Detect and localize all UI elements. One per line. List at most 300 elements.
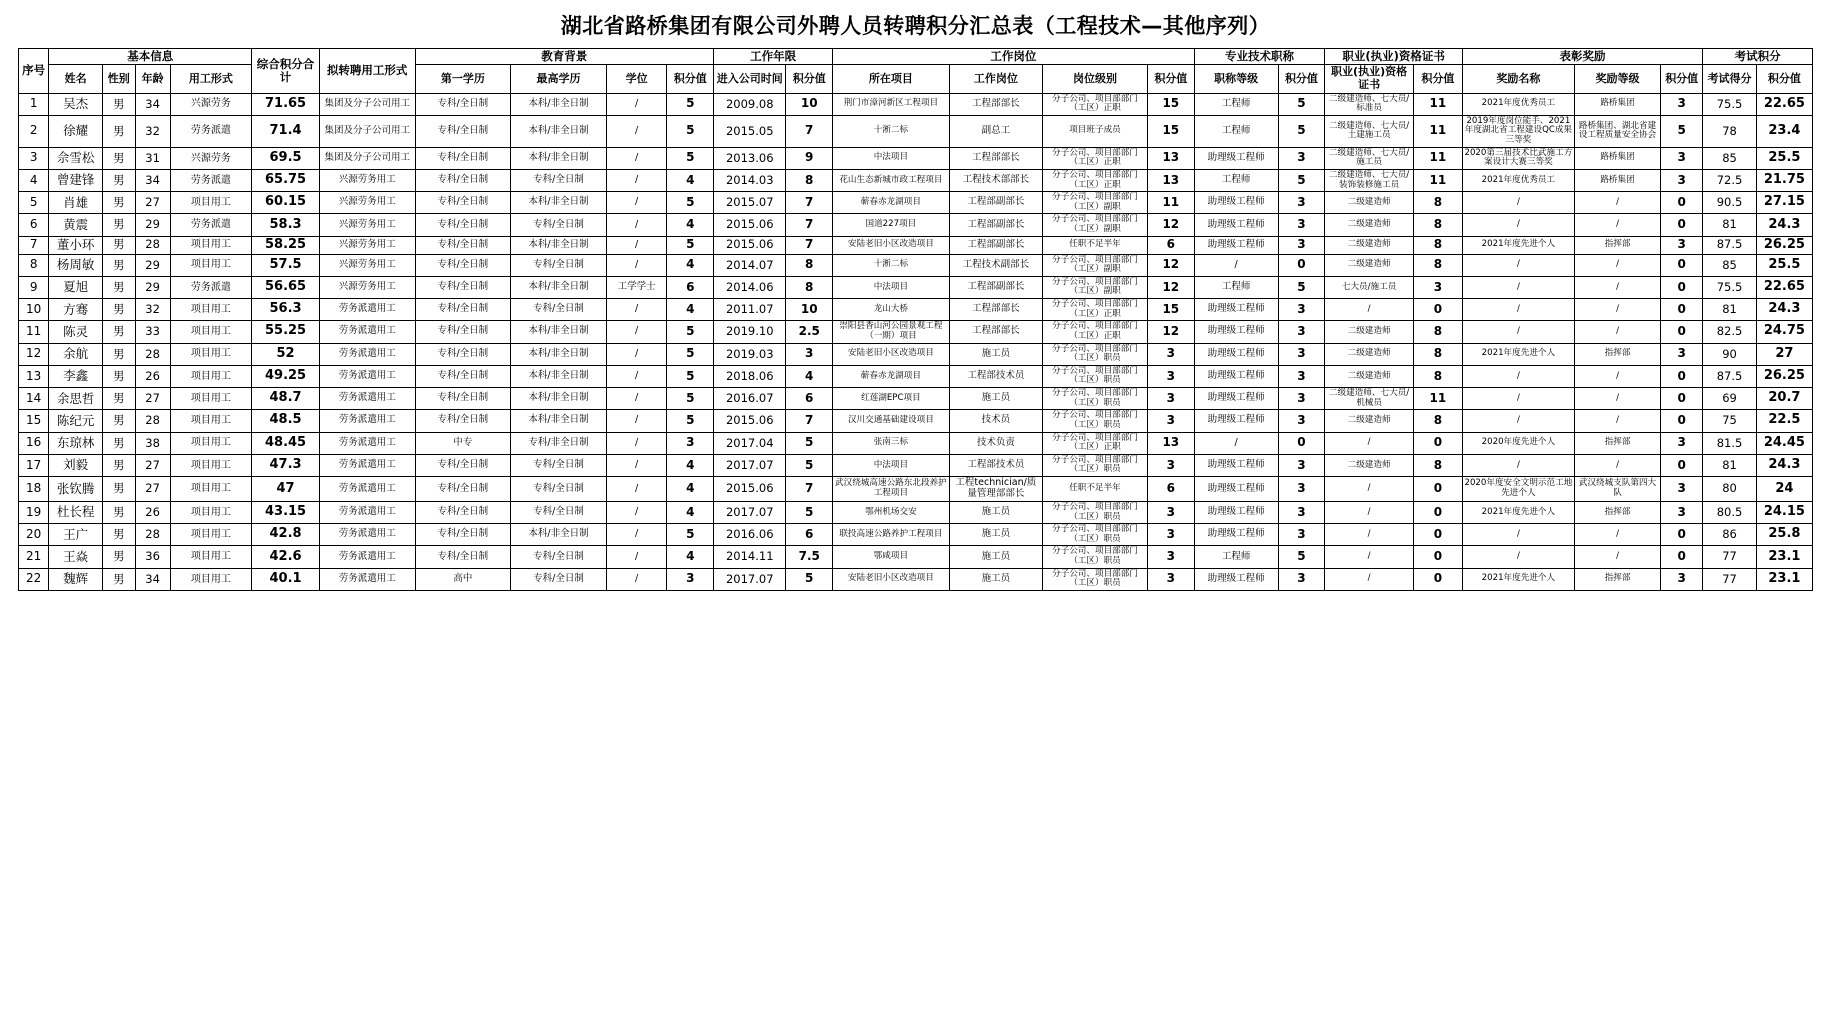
cell-title-level: 助理级工程师 — [1194, 365, 1278, 387]
cell-post: 工程部部长 — [949, 147, 1042, 169]
cell-degree: / — [606, 365, 667, 387]
cell-degree: / — [606, 524, 667, 546]
cell-award-points: 0 — [1661, 546, 1703, 568]
cell-title-level: / — [1194, 432, 1278, 454]
header-project: 所在项目 — [833, 65, 950, 93]
cell-year-points: 5 — [786, 454, 833, 476]
cell-degree: / — [606, 192, 667, 214]
cell-highest-degree: 专科/全日制 — [511, 169, 607, 191]
cell-exam-score: 77 — [1703, 546, 1757, 568]
cell-year-points: 8 — [786, 169, 833, 191]
table-body — [19, 93, 1813, 590]
table-row — [19, 276, 1813, 298]
cell-award-level: 武汉绕城支队第四大队 — [1574, 477, 1660, 502]
cell-title-level: 助理级工程师 — [1194, 568, 1278, 590]
cell-highest-degree: 本科/非全日制 — [511, 321, 607, 343]
cell-title-level: 助理级工程师 — [1194, 454, 1278, 476]
cell-gender: 男 — [102, 299, 135, 321]
cell-degree: / — [606, 169, 667, 191]
cell-post: 技术负责 — [949, 432, 1042, 454]
cell-cert-name: 二级建造师 — [1325, 192, 1414, 214]
cell-post: 工程技术副部长 — [949, 254, 1042, 276]
cell-year-points: 7.5 — [786, 546, 833, 568]
cell-employ-form: 项目用工 — [170, 432, 252, 454]
cell-award-points: 3 — [1661, 568, 1703, 590]
cell-name: 刘毅 — [49, 454, 103, 476]
cell-degree: / — [606, 432, 667, 454]
cell-project: 崇阳县香山河公园景观工程（一期）项目 — [833, 321, 950, 343]
cell-cert-name: 二级建造师、七大员/标准员 — [1325, 93, 1414, 115]
cell-gender: 男 — [102, 501, 135, 523]
cell-degree: / — [606, 254, 667, 276]
cell-age: 27 — [135, 192, 170, 214]
cell-join-time: 2014.11 — [714, 546, 786, 568]
cell-award-level: / — [1574, 321, 1660, 343]
cell-award-name: 2020年度安全文明示范工地先进个人 — [1462, 477, 1574, 502]
cell-cert-points: 8 — [1413, 192, 1462, 214]
cell-exam-score: 77 — [1703, 568, 1757, 590]
cell-cert-points: 0 — [1413, 477, 1462, 502]
cell-award-name: 2021年度先进个人 — [1462, 343, 1574, 365]
cell-award-name: 2021年度优秀员工 — [1462, 169, 1574, 191]
cell-name: 张钦腾 — [49, 477, 103, 502]
cell-age: 28 — [135, 343, 170, 365]
cell-highest-degree: 本科/非全日制 — [511, 343, 607, 365]
cell-first-degree: 专科/全日制 — [415, 454, 511, 476]
cell-year-points: 10 — [786, 93, 833, 115]
cell-award-points: 3 — [1661, 501, 1703, 523]
cell-employ-form: 项目用工 — [170, 454, 252, 476]
cell-edu-points: 4 — [667, 546, 714, 568]
cell-edu-points: 5 — [667, 365, 714, 387]
cell-edu-points: 5 — [667, 524, 714, 546]
cell-name: 黄震 — [49, 214, 103, 236]
table-row — [19, 365, 1813, 387]
cell-post-points: 12 — [1147, 276, 1194, 298]
cell-edu-points: 5 — [667, 343, 714, 365]
cell-employ-form: 项目用工 — [170, 299, 252, 321]
header-cert-name: 职业(执业)资格证书 — [1325, 65, 1414, 93]
cell-cert-points: 8 — [1413, 365, 1462, 387]
cell-first-degree: 专科/全日制 — [415, 276, 511, 298]
cell-project: 汉川交通基础建设项目 — [833, 410, 950, 432]
cell-exam-points: 24.3 — [1756, 214, 1812, 236]
cell-employ-form: 项目用工 — [170, 343, 252, 365]
cell-gender: 男 — [102, 115, 135, 147]
cell-total: 60.15 — [252, 192, 320, 214]
header-title-rank: 专业技术职称 — [1194, 49, 1325, 65]
cell-exam-points: 25.5 — [1756, 254, 1812, 276]
cell-award-level: 指挥部 — [1574, 236, 1660, 254]
cell-award-level: / — [1574, 192, 1660, 214]
header-education: 教育背景 — [415, 49, 714, 65]
table-row — [19, 147, 1813, 169]
cell-employ-form: 劳务派遣 — [170, 169, 252, 191]
cell-name: 佘雪松 — [49, 147, 103, 169]
cell-title-level: 工程师 — [1194, 93, 1278, 115]
cell-title-level: 工程师 — [1194, 115, 1278, 147]
cell-name: 王焱 — [49, 546, 103, 568]
cell-edu-points: 5 — [667, 321, 714, 343]
cell-first-degree: 专科/全日制 — [415, 236, 511, 254]
cell-join-time: 2009.08 — [714, 93, 786, 115]
cell-cert-name: 二级建造师 — [1325, 365, 1414, 387]
table-row — [19, 388, 1813, 410]
cell-edu-points: 3 — [667, 568, 714, 590]
cell-project: 鄂州机场交安 — [833, 501, 950, 523]
cell-award-name: / — [1462, 410, 1574, 432]
cell-award-points: 0 — [1661, 388, 1703, 410]
table-row — [19, 432, 1813, 454]
cell-post: 施工员 — [949, 501, 1042, 523]
cell-title-level: 助理级工程师 — [1194, 501, 1278, 523]
cell-award-points: 0 — [1661, 410, 1703, 432]
cell-post-level: 分子公司、项目部部门（工区）职员 — [1043, 501, 1148, 523]
cell-post-level: 分子公司、项目部部门（工区）职员 — [1043, 568, 1148, 590]
cell-highest-degree: 专科/全日制 — [511, 568, 607, 590]
cell-cert-name: / — [1325, 299, 1414, 321]
cell-post-level: 分子公司、项目部部门（工区）正职 — [1043, 147, 1148, 169]
cell-exam-score: 81 — [1703, 299, 1757, 321]
cell-edu-points: 5 — [667, 388, 714, 410]
cell-project: 花山生态新城市政工程项目 — [833, 169, 950, 191]
cell-exam-score: 81 — [1703, 454, 1757, 476]
cell-project: 荆门市漳河新区工程项目 — [833, 93, 950, 115]
cell-title-level: 助理级工程师 — [1194, 299, 1278, 321]
cell-exam-points: 20.7 — [1756, 388, 1812, 410]
cell-join-time: 2019.03 — [714, 343, 786, 365]
cell-award-level: / — [1574, 388, 1660, 410]
cell-post: 施工员 — [949, 343, 1042, 365]
cell-cert-name: / — [1325, 568, 1414, 590]
cell-year-points: 10 — [786, 299, 833, 321]
cell-highest-degree: 本科/非全日制 — [511, 388, 607, 410]
cell-total: 47 — [252, 477, 320, 502]
cell-gender: 男 — [102, 169, 135, 191]
cell-gender: 男 — [102, 192, 135, 214]
cell-age: 34 — [135, 93, 170, 115]
cell-award-name: 2021年度先进个人 — [1462, 568, 1574, 590]
cell-first-degree: 专科/全日制 — [415, 477, 511, 502]
cell-title-level: 助理级工程师 — [1194, 388, 1278, 410]
cell-award-name: / — [1462, 365, 1574, 387]
cell-total: 69.5 — [252, 147, 320, 169]
cell-year-points: 7 — [786, 115, 833, 147]
cell-highest-degree: 本科/非全日制 — [511, 93, 607, 115]
cell-edu-points: 4 — [667, 501, 714, 523]
cell-name: 魏辉 — [49, 568, 103, 590]
table-row — [19, 254, 1813, 276]
header-total-score: 综合积分合计 — [252, 49, 320, 94]
cell-award-points: 0 — [1661, 299, 1703, 321]
cell-cert-points: 11 — [1413, 93, 1462, 115]
cell-age: 28 — [135, 410, 170, 432]
cell-award-level: 路桥集团 — [1574, 169, 1660, 191]
cell-employ-form: 项目用工 — [170, 524, 252, 546]
cell-gender: 男 — [102, 365, 135, 387]
cell-highest-degree: 本科/非全日制 — [511, 365, 607, 387]
header-cert: 职业(执业)资格证书 — [1325, 49, 1463, 65]
cell-highest-degree: 本科/非全日制 — [511, 410, 607, 432]
cell-award-level: 指挥部 — [1574, 501, 1660, 523]
cell-highest-degree: 本科/非全日制 — [511, 236, 607, 254]
cell-highest-degree: 专科/全日制 — [511, 454, 607, 476]
cell-year-points: 7 — [786, 410, 833, 432]
cell-cert-name: / — [1325, 477, 1414, 502]
cell-post: 技术员 — [949, 410, 1042, 432]
cell-gender: 男 — [102, 276, 135, 298]
cell-cert-points: 11 — [1413, 115, 1462, 147]
cell-total: 65.75 — [252, 169, 320, 191]
cell-join-time: 2014.03 — [714, 169, 786, 191]
cell-award-points: 0 — [1661, 524, 1703, 546]
cell-age: 28 — [135, 236, 170, 254]
cell-intended: 兴源劳务用工 — [319, 192, 415, 214]
cell-cert-name: 二级建造师 — [1325, 236, 1414, 254]
cell-exam-score: 87.5 — [1703, 365, 1757, 387]
cell-degree: / — [606, 93, 667, 115]
cell-exam-points: 23.4 — [1756, 115, 1812, 147]
cell-title-points: 3 — [1278, 477, 1325, 502]
cell-award-level: / — [1574, 214, 1660, 236]
cell-total: 42.6 — [252, 546, 320, 568]
cell-post-level: 分子公司、项目部部门（工区）副职 — [1043, 276, 1148, 298]
cell-degree: / — [606, 410, 667, 432]
header-gender: 性别 — [102, 65, 135, 93]
cell-name: 徐耀 — [49, 115, 103, 147]
page-title: 湖北省路桥集团有限公司外聘人员转聘积分汇总表（工程技术—其他序列） — [560, 14, 1271, 38]
cell-first-degree: 专科/全日制 — [415, 410, 511, 432]
cell-age: 26 — [135, 501, 170, 523]
cell-title-level: 助理级工程师 — [1194, 410, 1278, 432]
cell-year-points: 7 — [786, 236, 833, 254]
cell-employ-form: 项目用工 — [170, 388, 252, 410]
cell-highest-degree: 专科/全日制 — [511, 546, 607, 568]
cell-award-points: 0 — [1661, 254, 1703, 276]
cell-exam-score: 75 — [1703, 410, 1757, 432]
table-row — [19, 236, 1813, 254]
cell-project: 红莲湖EPC项目 — [833, 388, 950, 410]
cell-year-points: 7 — [786, 477, 833, 502]
cell-highest-degree: 本科/非全日制 — [511, 192, 607, 214]
cell-cert-points: 8 — [1413, 410, 1462, 432]
cell-total: 47.3 — [252, 454, 320, 476]
cell-award-points: 3 — [1661, 93, 1703, 115]
cell-project: 中法项目 — [833, 147, 950, 169]
cell-post-points: 12 — [1147, 321, 1194, 343]
cell-intended: 劳务派遣用工 — [319, 432, 415, 454]
cell-total: 58.3 — [252, 214, 320, 236]
cell-seq: 4 — [19, 169, 49, 191]
table-row — [19, 115, 1813, 147]
cell-join-time: 2018.06 — [714, 365, 786, 387]
cell-seq: 15 — [19, 410, 49, 432]
cell-project: 鄂咸项目 — [833, 546, 950, 568]
cell-degree: / — [606, 568, 667, 590]
cell-project: 武汉绕城高速公路东北段养护工程项目 — [833, 477, 950, 502]
cell-title-points: 3 — [1278, 568, 1325, 590]
cell-total: 56.3 — [252, 299, 320, 321]
cell-post-points: 12 — [1147, 254, 1194, 276]
cell-exam-points: 24.3 — [1756, 299, 1812, 321]
cell-edu-points: 4 — [667, 169, 714, 191]
cell-post-points: 15 — [1147, 115, 1194, 147]
cell-first-degree: 专科/全日制 — [415, 546, 511, 568]
cell-title-level: 助理级工程师 — [1194, 477, 1278, 502]
cell-post-points: 15 — [1147, 299, 1194, 321]
cell-total: 48.5 — [252, 410, 320, 432]
cell-degree: / — [606, 299, 667, 321]
cell-exam-points: 24 — [1756, 477, 1812, 502]
cell-cert-points: 11 — [1413, 388, 1462, 410]
cell-exam-score: 81 — [1703, 214, 1757, 236]
cell-degree: / — [606, 546, 667, 568]
cell-first-degree: 高中 — [415, 568, 511, 590]
cell-post-level: 分子公司、项目部部门（工区）职员 — [1043, 410, 1148, 432]
cell-seq: 19 — [19, 501, 49, 523]
cell-join-time: 2015.06 — [714, 477, 786, 502]
cell-cert-points: 0 — [1413, 299, 1462, 321]
cell-year-points: 8 — [786, 276, 833, 298]
header-seq: 序号 — [19, 49, 49, 94]
cell-name: 曾建锋 — [49, 169, 103, 191]
cell-edu-points: 4 — [667, 454, 714, 476]
cell-gender: 男 — [102, 432, 135, 454]
cell-cert-points: 8 — [1413, 254, 1462, 276]
cell-post-level: 分子公司、项目部部门（工区）职员 — [1043, 388, 1148, 410]
cell-exam-points: 21.75 — [1756, 169, 1812, 191]
cell-age: 34 — [135, 169, 170, 191]
table-header-row-1 — [19, 49, 1813, 65]
cell-award-points: 3 — [1661, 432, 1703, 454]
cell-project: 联投高速公路养护工程项目 — [833, 524, 950, 546]
cell-cert-name: 二级建造师 — [1325, 410, 1414, 432]
cell-post-level: 任职不足半年 — [1043, 236, 1148, 254]
header-cert-points: 积分值 — [1413, 65, 1462, 93]
cell-post: 工程部技术员 — [949, 365, 1042, 387]
cell-exam-points: 26.25 — [1756, 365, 1812, 387]
cell-join-time: 2011.07 — [714, 299, 786, 321]
cell-intended: 劳务派遣用工 — [319, 546, 415, 568]
cell-award-points: 0 — [1661, 192, 1703, 214]
cell-highest-degree: 专科/非全日制 — [511, 432, 607, 454]
cell-title-points: 3 — [1278, 299, 1325, 321]
cell-cert-points: 3 — [1413, 276, 1462, 298]
cell-post-level: 分子公司、项目部部门（工区）正职 — [1043, 321, 1148, 343]
table-row — [19, 299, 1813, 321]
cell-award-points: 0 — [1661, 321, 1703, 343]
cell-employ-form: 项目用工 — [170, 410, 252, 432]
cell-cert-name: 二级建造师 — [1325, 454, 1414, 476]
cell-title-points: 3 — [1278, 321, 1325, 343]
cell-year-points: 4 — [786, 365, 833, 387]
cell-employ-form: 项目用工 — [170, 192, 252, 214]
cell-employ-form: 项目用工 — [170, 236, 252, 254]
cell-year-points: 6 — [786, 524, 833, 546]
cell-post-level: 分子公司、项目部部门（工区）职员 — [1043, 454, 1148, 476]
cell-intended: 兴源劳务用工 — [319, 214, 415, 236]
cell-first-degree: 专科/全日制 — [415, 192, 511, 214]
cell-year-points: 7 — [786, 214, 833, 236]
cell-exam-score: 81.5 — [1703, 432, 1757, 454]
header-work-years: 工作年限 — [714, 49, 833, 65]
cell-highest-degree: 专科/全日制 — [511, 299, 607, 321]
cell-post-points: 3 — [1147, 388, 1194, 410]
cell-cert-name: / — [1325, 524, 1414, 546]
table-row — [19, 343, 1813, 365]
cell-award-points: 3 — [1661, 343, 1703, 365]
cell-highest-degree: 专科/全日制 — [511, 214, 607, 236]
cell-highest-degree: 专科/全日制 — [511, 501, 607, 523]
header-join-time: 进入公司时间 — [714, 65, 786, 93]
cell-seq: 10 — [19, 299, 49, 321]
cell-age: 27 — [135, 477, 170, 502]
cell-cert-name: 二级建造师、七大员/施工员 — [1325, 147, 1414, 169]
cell-seq: 1 — [19, 93, 49, 115]
cell-cert-name: / — [1325, 432, 1414, 454]
cell-award-level: 路桥集团、湖北省建设工程质量安全协会 — [1574, 115, 1660, 147]
cell-exam-points: 25.5 — [1756, 147, 1812, 169]
cell-award-level: / — [1574, 524, 1660, 546]
table-row — [19, 501, 1813, 523]
cell-title-points: 3 — [1278, 192, 1325, 214]
cell-age: 29 — [135, 254, 170, 276]
cell-gender: 男 — [102, 214, 135, 236]
cell-age: 38 — [135, 432, 170, 454]
header-degree: 学位 — [606, 65, 667, 93]
cell-join-time: 2015.06 — [714, 410, 786, 432]
cell-title-level: 助理级工程师 — [1194, 343, 1278, 365]
cell-name: 杨周敏 — [49, 254, 103, 276]
cell-project: 十淅二标 — [833, 115, 950, 147]
cell-employ-form: 项目用工 — [170, 501, 252, 523]
cell-post-points: 6 — [1147, 477, 1194, 502]
cell-title-points: 3 — [1278, 343, 1325, 365]
cell-employ-form: 项目用工 — [170, 568, 252, 590]
cell-exam-points: 22.5 — [1756, 410, 1812, 432]
cell-employ-form: 兴源劳务 — [170, 93, 252, 115]
cell-seq: 18 — [19, 477, 49, 502]
header-award-points: 积分值 — [1661, 65, 1703, 93]
cell-cert-points: 8 — [1413, 321, 1462, 343]
cell-cert-name: 二级建造师 — [1325, 214, 1414, 236]
cell-exam-score: 80.5 — [1703, 501, 1757, 523]
cell-total: 71.65 — [252, 93, 320, 115]
cell-highest-degree: 本科/非全日制 — [511, 524, 607, 546]
cell-seq: 20 — [19, 524, 49, 546]
cell-seq: 14 — [19, 388, 49, 410]
cell-intended: 劳务派遣用工 — [319, 477, 415, 502]
cell-degree: / — [606, 477, 667, 502]
cell-edu-points: 5 — [667, 147, 714, 169]
cell-gender: 男 — [102, 524, 135, 546]
header-exam-score: 考试得分 — [1703, 65, 1757, 93]
cell-intended: 劳务派遣用工 — [319, 568, 415, 590]
cell-post: 工程部副部长 — [949, 236, 1042, 254]
header-exam-points: 积分值 — [1756, 65, 1812, 93]
cell-join-time: 2014.07 — [714, 254, 786, 276]
cell-join-time: 2017.07 — [714, 454, 786, 476]
cell-employ-form: 项目用工 — [170, 477, 252, 502]
cell-cert-points: 0 — [1413, 501, 1462, 523]
header-post-level: 岗位级别 — [1043, 65, 1148, 93]
cell-exam-score: 80 — [1703, 477, 1757, 502]
cell-edu-points: 5 — [667, 236, 714, 254]
cell-year-points: 8 — [786, 254, 833, 276]
header-exam: 考试积分 — [1703, 49, 1813, 65]
cell-employ-form: 项目用工 — [170, 254, 252, 276]
cell-award-name: 2020第三届技术比武施工方案设计大赛三等奖 — [1462, 147, 1574, 169]
